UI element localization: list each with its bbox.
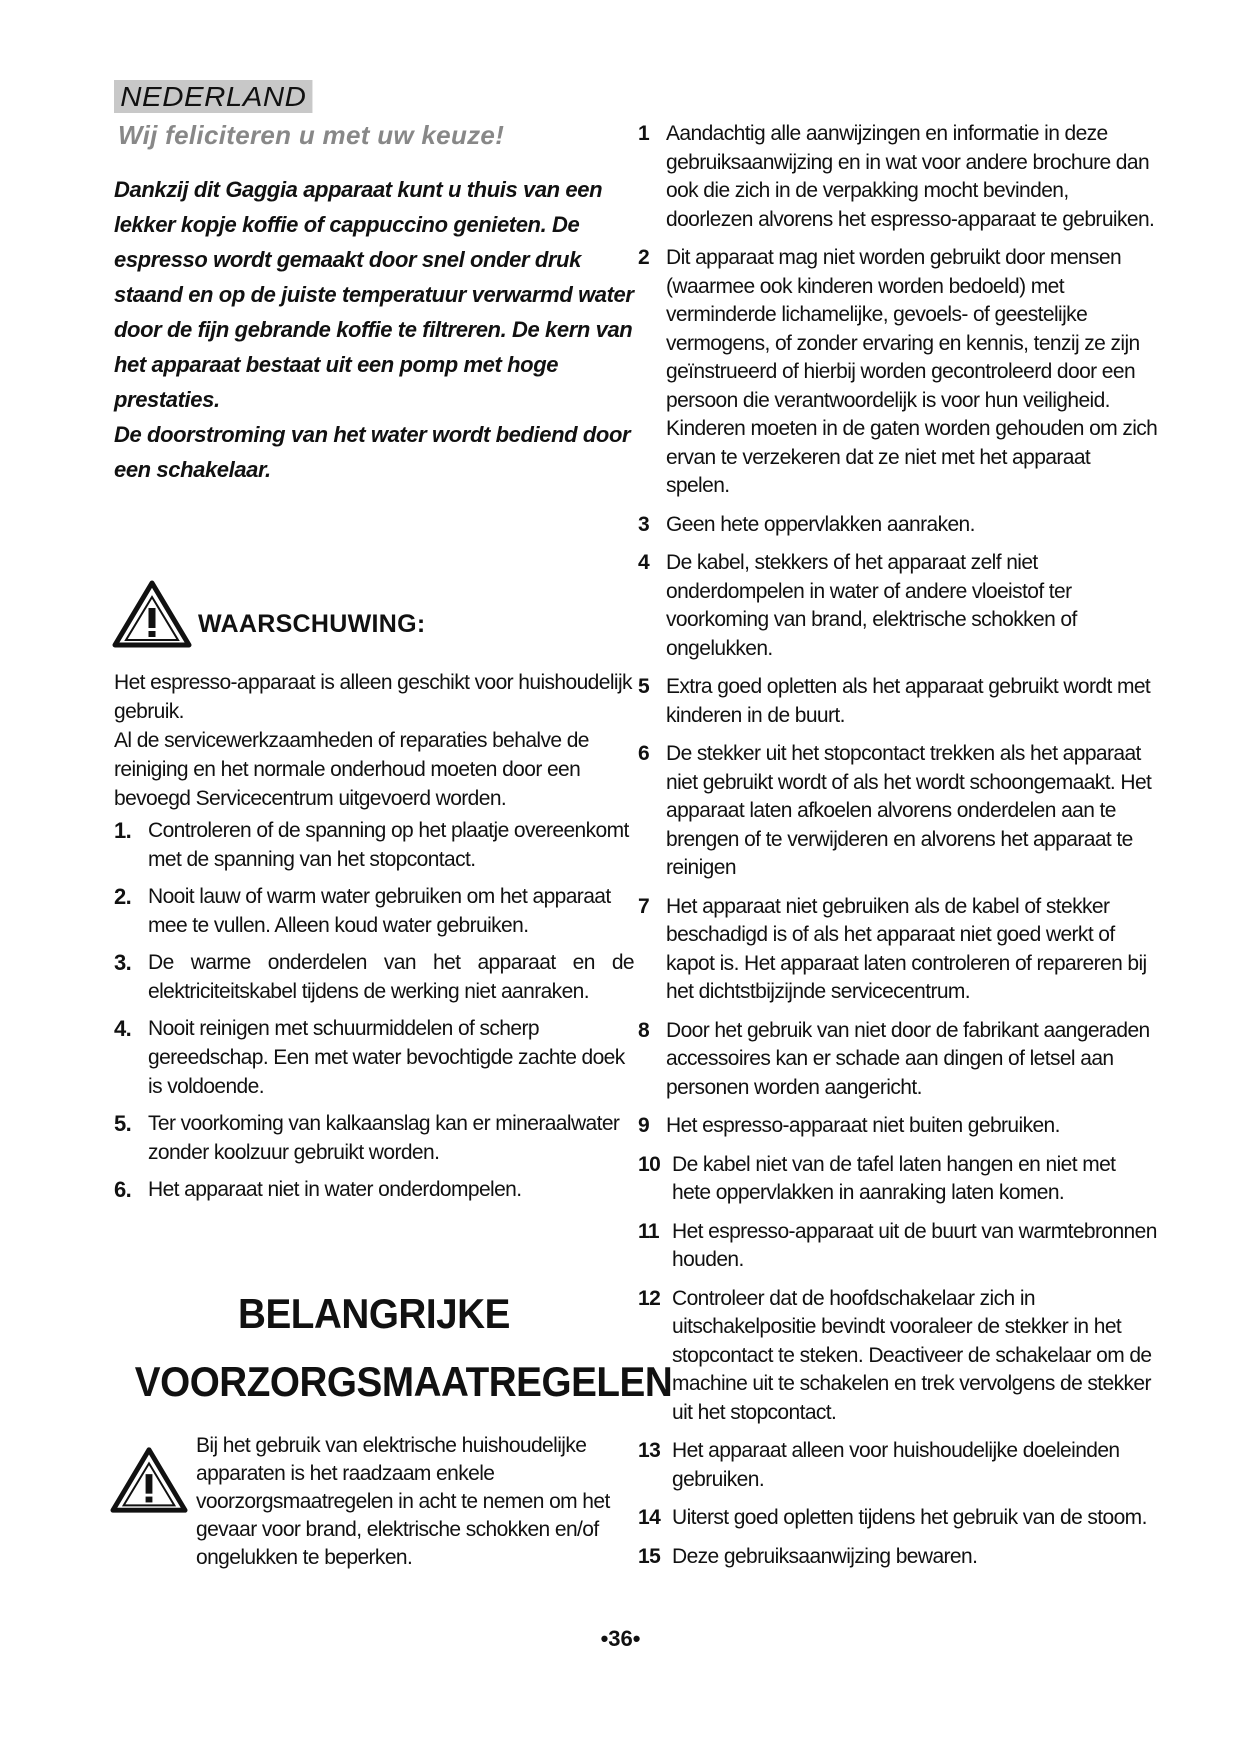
- list-item: [114, 948, 634, 1006]
- list-item: [638, 244, 1158, 501]
- item-text: Controleer dat de hoofdschakelaar zich in uitschakelpositie bevindt vooraleer de stekker in het stopcontact te steken. Deactiveer de schakelaar om de machine uit te schakelen en trek vervolgens de stekker uit het stopcontact.: [672, 1286, 1152, 1424]
- item-text: Nooit reinigen met schuurmiddelen of scherp gereedschap. Een met water bevochtigde zachte doek is voldoende.: [148, 1017, 625, 1098]
- item-number: 4: [638, 551, 650, 574]
- item-number: 8: [638, 1018, 650, 1042]
- item-text: Ter voorkoming van kalkaanslag kan er mineraalwater zonder koolzuur gebruikt worden.: [148, 1112, 620, 1164]
- intro-text: [114, 172, 634, 487]
- item-text: De kabel, stekkers of het apparaat zelf niet onderdompelen in water of andere vloeistof ter voorkoming van brand, elektrische schokken of ongelukken.: [666, 551, 1077, 660]
- list-item: [638, 120, 1158, 234]
- intro-paragraph: De doorstroming van het water wordt bediend door een schakelaar.: [114, 422, 631, 482]
- item-number: 12: [638, 1286, 661, 1310]
- list-item: [114, 1109, 634, 1167]
- item-text: Het apparaat niet in water onderdompelen.: [148, 1178, 522, 1201]
- item-text: Nooit lauw of warm water gebruiken om het apparaat mee te vullen. Alleen koud water gebruiken.: [148, 885, 611, 937]
- list-item: [638, 1218, 1158, 1275]
- item-text: De stekker uit het stopcontact trekken als het apparaat niet gebruikt wordt of als het wordt schoongemaakt. Het apparaat laten afkoelen alvorens onderdelen aan te brengen of te verwijderen en alvorens het apparaat te reinigen: [666, 742, 1152, 879]
- item-text: Geen hete oppervlakken aanraken.: [666, 512, 975, 536]
- list-item: [638, 1504, 1158, 1533]
- list-item: [638, 673, 1158, 730]
- list-item: [114, 882, 634, 940]
- item-number: 10: [638, 1152, 661, 1176]
- warning-triangle-icon: [112, 580, 192, 648]
- item-number: 6.: [114, 1177, 132, 1202]
- item-number: 14: [638, 1506, 661, 1529]
- list-item: [638, 549, 1158, 663]
- item-number: 15: [638, 1544, 661, 1568]
- item-text: Uiterst goed opletten tijdens het gebruik van de stoom.: [672, 1506, 1147, 1529]
- list-item: [638, 1285, 1158, 1428]
- list-item: [638, 1543, 1158, 1572]
- list-item: [638, 511, 1158, 540]
- language-label: NEDERLAND: [114, 80, 313, 113]
- item-text: De warme onderdelen van het apparaat en de elektriciteitskabel tijdens de werking niet aanraken.: [148, 951, 634, 1003]
- item-number: 9: [638, 1114, 650, 1137]
- list-item: [114, 1014, 634, 1101]
- item-number: 2: [638, 246, 650, 269]
- precautions-list: [638, 120, 1158, 1581]
- heading-line: VOORZORGSMAATREGELEN: [134, 1358, 673, 1405]
- list-item: [638, 893, 1158, 1007]
- item-number: 1.: [114, 818, 132, 843]
- item-text: Deze gebruiksaanwijzing bewaren.: [672, 1544, 978, 1568]
- item-number: 2.: [114, 884, 132, 909]
- item-number: 3.: [114, 950, 132, 975]
- warning-list: [114, 816, 634, 1212]
- item-text: Door het gebruik van niet door de fabrikant aangeraden accessoires kan er schade aan dingen of letsel aan personen worden aangericht.: [666, 1018, 1150, 1099]
- list-item: [638, 1151, 1158, 1208]
- warning-paragraph: Het espresso-apparaat is alleen geschikt voor huishoudelijk gebruik.: [114, 671, 632, 723]
- list-item: [638, 740, 1158, 883]
- item-text: Het apparaat alleen voor huishoudelijke doeleinden gebruiken.: [672, 1439, 1120, 1491]
- item-text: Aandachtig alle aanwijzingen en informatie in deze gebruiksaanwijzing en in wat voor andere brochure dan ook die zich in de verpakking mocht bevinden, doorlezen alvorens het espresso-apparaat te gebruiken.: [666, 122, 1155, 231]
- intro-paragraph: Dankzij dit Gaggia apparaat kunt u thuis van een lekker kopje koffie of cappuccino genieten. De espresso wordt gemaakt door snel onder druk staand en op de juiste temperatuur verwarmd water door de fijn gebrande koffie te filtreren. De kern van het apparaat bestaat uit een pomp met hoge prestaties.: [114, 177, 634, 412]
- item-text: Het apparaat niet gebruiken als de kabel of stekker beschadigd is of als het apparaat niet goed werkt of kapot is. Het apparaat laten controleren of repareren bij het dichtstbijzijnde servicecentrum.: [666, 894, 1147, 1003]
- precautions-intro: Bij het gebruik van elektrische huishoudelijke apparaten is het raadzaam enkele voorzorgsmaatregelen in acht te nemen om het gevaar voor brand, elektrische schokken en/of ongelukken te beperken.: [196, 1434, 610, 1569]
- list-item: [638, 1017, 1158, 1103]
- item-number: 13: [638, 1439, 661, 1462]
- list-item: [114, 816, 634, 874]
- item-text: Dit apparaat mag niet worden gebruikt door mensen (waarmee ook kinderen worden bedoeld) met verminderde lichamelijke, gevoels- of geestelijke vermogens, of zonder ervaring en kennis, tenzij ze zijn geïnstrueerd of hierbij worden gecontroleerd door een persoon die verantwoordelijk is voor hun veiligheid. Kinderen moeten in de gaten worden gehouden om zich ervan te verzekeren dat ze niet met het apparaat spelen.: [666, 246, 1158, 497]
- page-number: •36•: [600, 1626, 641, 1651]
- item-text: Het espresso-apparaat uit de buurt van warmtebronnen houden.: [672, 1219, 1157, 1271]
- heading-line: BELANGRIJKE: [238, 1290, 510, 1337]
- warning-title: WAARSCHUWING:: [198, 610, 426, 638]
- list-item: [638, 1437, 1158, 1494]
- item-number: 7: [638, 894, 650, 918]
- warning-paragraph: Al de servicewerkzaamheden of reparaties behalve de reiniging en het normale onderhoud moeten door een bevoegd Servicecentrum uitgevoerd worden.: [114, 729, 589, 810]
- item-number: 1: [638, 122, 650, 145]
- greeting-heading: Wij feliciteren u met uw keuze!: [118, 120, 505, 150]
- item-number: 5.: [114, 1111, 132, 1136]
- item-text: Controleren of de spanning op het plaatje overeenkomt met de spanning van het stopcontact.: [148, 819, 629, 871]
- item-text: De kabel niet van de tafel laten hangen en niet met hete oppervlakken in aanraking laten komen.: [672, 1152, 1116, 1204]
- list-item: [114, 1175, 634, 1204]
- list-item: [638, 1112, 1158, 1141]
- item-number: 6: [638, 742, 650, 765]
- item-number: 5: [638, 675, 650, 698]
- warning-text: [114, 668, 634, 813]
- item-text: Extra goed opletten als het apparaat gebruikt wordt met kinderen in de buurt.: [666, 675, 1151, 727]
- item-number: 4.: [114, 1016, 132, 1041]
- item-text: Het espresso-apparaat niet buiten gebruiken.: [666, 1114, 1060, 1137]
- item-number: 11: [638, 1219, 659, 1243]
- item-number: 3: [638, 512, 650, 536]
- warning-triangle-icon: [110, 1446, 188, 1514]
